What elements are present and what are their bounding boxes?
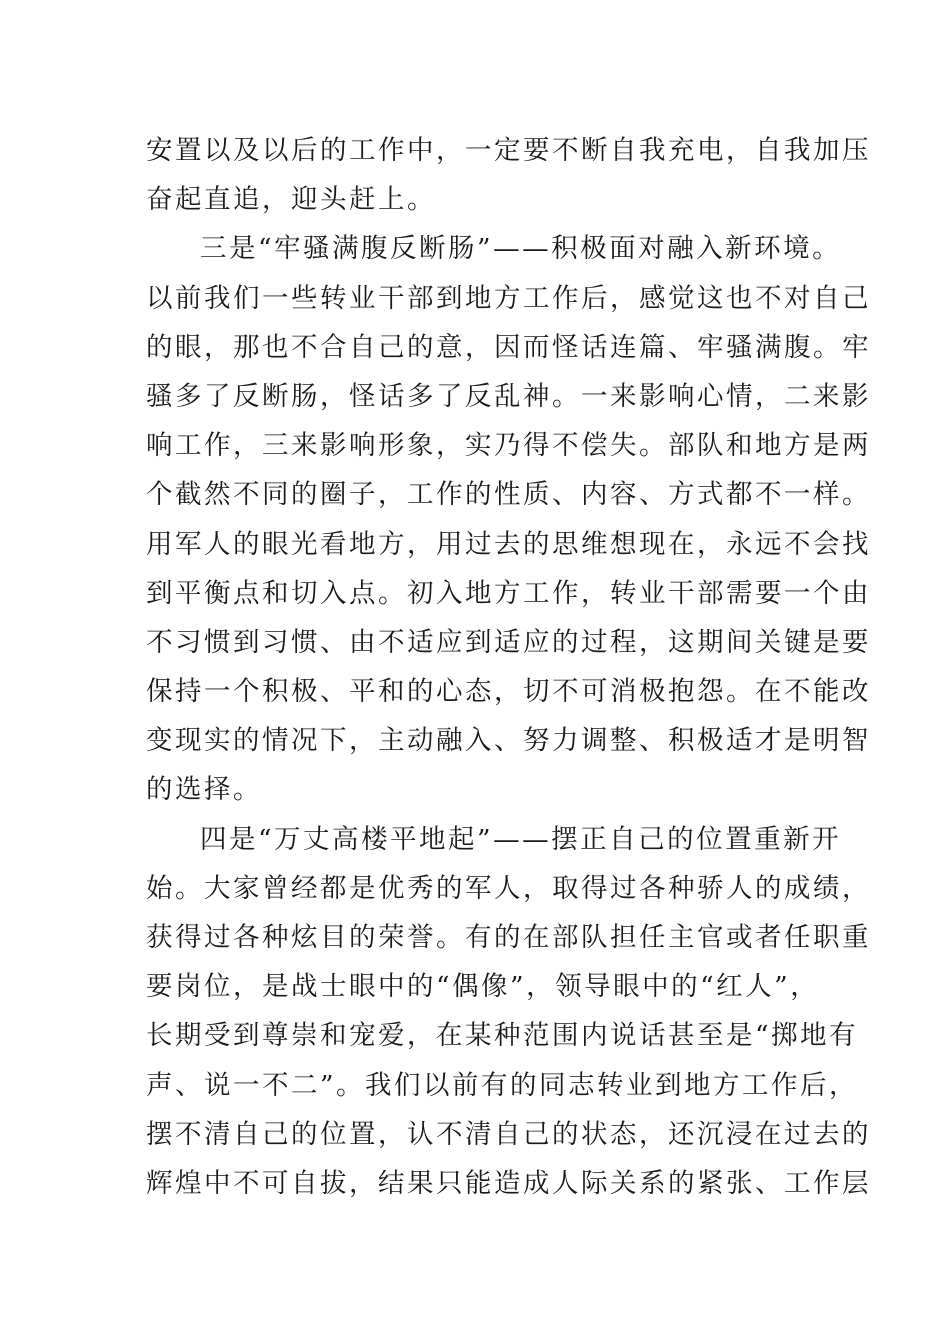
- text-line: 摆不清自己的位置，认不清自己的状态，还沉浸在过去的: [146, 1118, 871, 1150]
- paragraph-heading-line: 三是“牢骚满腹反断肠”——积极面对融入新环境。: [200, 233, 842, 265]
- text-line: 要岗位，是战士眼中的“偶像”，领导眼中的“红人”，: [146, 971, 820, 1003]
- text-line: 变现实的情况下，主动融入、努力调整、积极适才是明智: [146, 725, 871, 757]
- text-line: 获得过各种炫目的荣誉。有的在部队担任主官或者任职重: [146, 922, 871, 953]
- text-line: 的眼，那也不合自己的意，因而怪话连篇、牢骚满腹。牢: [146, 331, 871, 363]
- paragraph-heading-line: 四是“万丈高楼平地起”——摆正自己的位置重新开: [200, 823, 842, 855]
- text-line: 长期受到尊崇和宠爱，在某种范围内说话甚至是“掷地有: [146, 1020, 859, 1052]
- text-line: 到平衡点和切入点。初入地方工作，转业干部需要一个由: [146, 577, 871, 609]
- text-line: 响工作，三来影响形象，实乃得不偿失。部队和地方是两: [146, 430, 871, 462]
- text-line: 始。大家曾经都是优秀的军人，取得过各种骄人的成绩，: [146, 872, 871, 904]
- text-line: 奋起直追，迎头赶上。: [146, 184, 436, 216]
- text-line: 辉煌中不可自拔，结果只能造成人际关系的紧张、工作层: [146, 1167, 871, 1199]
- text-line: 声、说一不二”。我们以前有的同志转业到地方工作后，: [146, 1069, 859, 1101]
- text-line: 安置以及以后的工作中，一定要不断自我充电，自我加压: [146, 135, 871, 166]
- text-line: 不习惯到习惯、由不适应到适应的过程，这期间关键是要: [146, 626, 871, 658]
- body-text: [146, 126, 871, 1208]
- text-line: 用军人的眼光看地方，用过去的思维想现在，永远不会找: [146, 528, 871, 560]
- text-line: 以前我们一些转业干部到地方工作后，感觉这也不对自己: [146, 282, 871, 314]
- text-line: 骚多了反断肠，怪话多了反乱神。一来影响心情，二来影: [146, 380, 871, 412]
- text-line: 保持一个积极、平和的心态，切不可消极抱怨。在不能改: [146, 676, 871, 708]
- text-line: 个截然不同的圈子，工作的性质、内容、方式都不一样。: [146, 479, 871, 511]
- text-line: 的选择。: [146, 774, 262, 806]
